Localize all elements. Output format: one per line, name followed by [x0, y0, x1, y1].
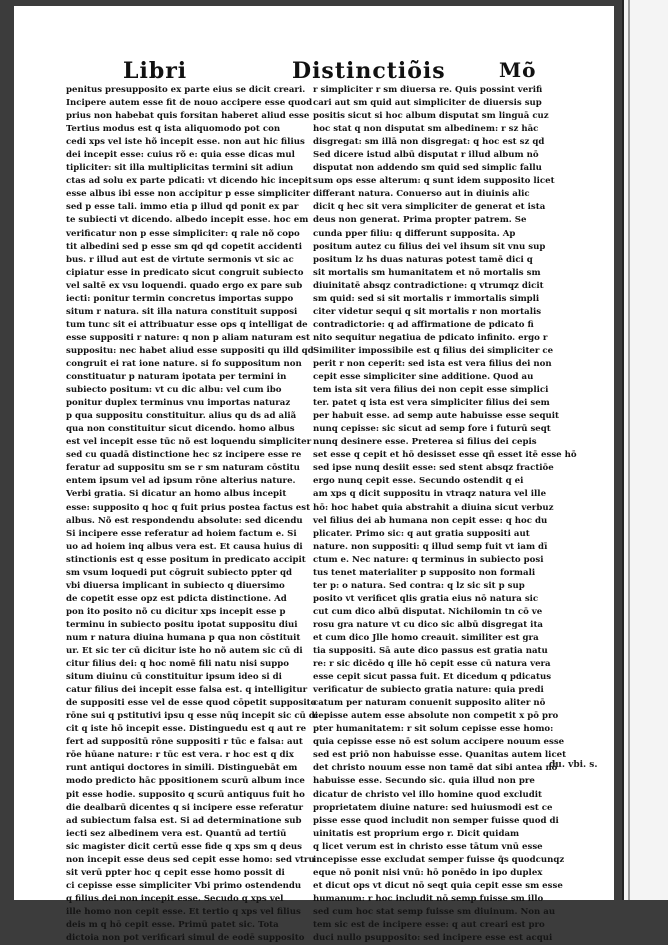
running-head-left: Libri: [123, 58, 188, 84]
text-line: Similiter impossibile est q filius dei simpliciter ce: [313, 345, 554, 356]
text-line: est vel incepit esse tūc nõ est loquendu simpliciter: [66, 437, 312, 448]
text-line: ur. Et sic ter cū dicitur iste ho nõ autem sic cū di: [66, 646, 303, 657]
text-line: stinctionis est q esse positum in predicato accipit: [66, 554, 306, 565]
text-line: esse albus ibi esse non accipitur p esse simpliciter: [66, 189, 310, 200]
text-line: prius non habebat quis forsitan haberet aliud esse: [66, 111, 310, 122]
text-line: iecti: ponitur termin concretus importas suppo: [66, 293, 294, 304]
text-line: vel filius dei ab humana non cepit esse: q hoc du: [313, 515, 548, 526]
text-line: tem ista sit vera filius dei non cepit esse simplici: [313, 385, 549, 396]
text-line: congruit ei rat ione nature. si fo suppositum non: [66, 358, 302, 369]
text-line: proprietatem diuine nature: sed huiusmodi est ce: [313, 802, 553, 813]
text-line: citur filius dei: q hoc nomē fili natu nisi suppo: [66, 659, 289, 670]
text-line: ad subiectum falsa est. Si ad determinatione sub: [66, 815, 302, 826]
text-line: ponitur duplex terminus vnu importas naturaz: [66, 398, 291, 409]
text-line: r simpliciter r sm diuersa re. Quis possint verifi: [313, 85, 543, 95]
text-line: qua non constituitur sicut dicendo. homo albus: [66, 424, 295, 435]
text-line: deus non generat. Prima propter patrem. Se: [313, 215, 527, 226]
text-line: rōe hūane nature: r tūc est vera. r hoc est q dix: [66, 750, 294, 761]
text-line: situm r natura. sit illa natura constituit supposi: [66, 306, 298, 317]
text-line: sed est priō non habuisse esse. Quanitas autem licet: [313, 750, 567, 761]
text-column-left: [66, 84, 319, 945]
text-line: q filius dei non incepit esse. Secudo q xps vel: [66, 893, 284, 904]
text-line: nito sequitur negatiua de pdicato infinito. ergo r: [313, 332, 548, 343]
text-line: perit r non ceperit: sed ista est vera filius dei non: [313, 358, 552, 369]
running-head-center: Distinctiõis: [292, 58, 446, 84]
text-line: posito vt verificet qlis gratia eius nō natura sic: [313, 593, 539, 604]
text-line: plicater. Primo sic: q aut gratia suppositi aut: [313, 528, 530, 539]
text-line: cedi xps vel iste hõ incepit esse. non aut hic filius: [66, 137, 305, 148]
text-line: terminu in subiecto positu ipotat suppositu diui: [66, 619, 298, 630]
text-line: esse cepit sicut passa fuit. Et dicedum q pdicatus: [313, 672, 552, 683]
text-line: tia suppositi. Sā aute dico passus est gratia natu: [313, 646, 548, 657]
text-line: dicit q hec sit vera simpliciter de generat et ista: [313, 202, 546, 213]
text-line: tus tenet materialiter p supposito non formali: [313, 567, 536, 578]
text-line: eque nō ponit nisi vnū: hō ponēdo in ipo duplex: [313, 867, 543, 878]
text-line: ctum e. Nec nature: q terminus in subiecto posi: [313, 554, 544, 565]
text-line: cunda pper filiu: q differunt supposita. Ap: [313, 228, 516, 239]
text-line: sit verū ppter hoc q cepit esse homo possit di: [66, 867, 285, 878]
text-line: ergo nunq cepit esse. Secundo ostendit q ei: [313, 476, 524, 487]
text-line: positum lz hs duas naturas potest tamē dici q: [313, 254, 533, 265]
text-line: nature. non suppositi: q illud semp fuit vt iam dī: [313, 541, 548, 552]
text-line: suppositu: nec habet aliud esse suppositi qu illd qd: [66, 345, 314, 356]
text-line: runt antiqui doctores in simili. Distinguebāt em: [66, 763, 298, 774]
text-line: ter p: o natura. Sed contra: q lz sic sit p sup: [313, 580, 525, 591]
text-line: fert ad suppositū rōne suppositi r tūc e falsa: aut: [66, 737, 303, 748]
text-line: dicatur de christo vel illo homine quod excludit: [313, 789, 542, 800]
text-line: sed ipse nunq desiit esse: sed stent absqz fractiōe: [313, 463, 554, 474]
text-line: diuinitatē absqz contradictione: q vtrumqz dicit: [313, 280, 544, 291]
text-line: et cum dico Jlle homo creauit. similiter est gra: [313, 632, 539, 643]
text-line: humanum: r hoc includit nō semp fuisse sm illo: [313, 893, 544, 904]
text-line: catur filius dei incepit esse falsa est. q intelligitur: [66, 685, 308, 696]
text-line: verificatur de subiecto gratia nature: quia predi: [313, 685, 544, 696]
text-line: nunq desinere esse. Preterea si filius dei cepis: [313, 437, 537, 448]
text-line: sed cu quadā distinctione hec sz incipere esse re: [66, 450, 302, 461]
text-line: dictoia non pot verificari simul de eodē supposito: [66, 933, 305, 944]
text-line: citer videtur sequi q sit mortalis r non mortalis: [313, 306, 542, 317]
page-binding-rule: [628, 0, 630, 900]
text-line: incepisse esse excludat semper fuisse q̄s quodcunqz: [313, 854, 565, 865]
text-line: penitus presupposito ex parte eius se dicit creari.: [66, 85, 306, 95]
text-line: ci cepisse esse simpliciter Vbi primo ostendendu: [66, 880, 302, 891]
text-line: pon ito posito nõ cu dicitur xps incepit esse p: [66, 606, 286, 617]
text-line: nunq cepisse: sic sicut ad semp fore i futurū seqt: [313, 424, 551, 435]
text-line: per habuit esse. ad semp aute habuisse esse sequit: [313, 411, 559, 422]
text-line: positis sicut si hoc album disputat sm linguā cuz: [313, 111, 549, 122]
text-line: subiecto positum: vt cu dic albu: vel cum ibo: [66, 385, 282, 396]
text-line: hoc stat q non disputat sm albedinem: r sz hāc: [313, 124, 539, 135]
text-line: ter. patet q ista est vera simpliciter filius dei sem: [313, 398, 550, 409]
text-line: Incipere autem esse fit de nouo accipere esse quod: [66, 98, 313, 109]
text-line: re: r sic dicēdo q ille hō cepit esse cū natura vera: [313, 659, 551, 670]
text-line: vel saltē ex vsu loquendi. quado ergo ex pare sub: [66, 280, 303, 291]
text-line: ctas ad solu ex parte pdicati: vt dicendo hic incepit: [66, 176, 312, 187]
text-line: sic magister dicit certū esse fide q xps sm q deus: [66, 841, 302, 852]
text-line: tipliciter: sit illa multiplicitas termini sit adiun: [66, 163, 294, 174]
text-line: situm diuinu cū constituitur ipsum ideo si di: [66, 672, 282, 683]
text-line: cipiatur esse in predicato sicut congruit subiecto: [66, 267, 304, 278]
text-line: non incepit esse deus sed cepit esse homo: sed vtru: [66, 854, 315, 865]
text-line: Tertius modus est q ista aliquomodo pot con: [66, 124, 281, 135]
text-line: disputat non addendo sm quid sed simplic fallu: [313, 163, 542, 174]
text-line: contradictorie: q ad affirmatione de pdicato fi: [313, 319, 534, 330]
text-line: verificatur non p esse simpliciter: q rale nõ copo: [66, 228, 300, 239]
text-line: deis m q hō cepit esse. Primū patet sic. Tota: [66, 920, 279, 930]
text-line: p qua suppositu constituitur. alius qu ds ad aliã: [66, 411, 297, 422]
text-line: sum ops esse alterum: q sunt idem supposito licet: [313, 176, 555, 187]
text-line: am xps q dicit suppositu in vtraqz natura vel ille: [313, 489, 547, 500]
text-line: iecti sez albedinem vera est. Quantū ad tertiū: [66, 828, 287, 839]
text-line: q licet verum est in christo esse tātum vnū esse: [313, 841, 543, 852]
text-line: die dealbarū dicentes q si incipere esse referatur: [66, 802, 304, 813]
text-line: duci nullo psupposito: sed incipere esse est acqui: [313, 933, 553, 944]
text-line: ille homo non cepit esse. Et tertio q xps vel filius: [66, 906, 301, 917]
text-line: sm quid: sed si sit mortalis r immortalis simpli: [313, 293, 540, 304]
text-line: pter humanitatem: r sit solum cepisse esse homo:: [313, 724, 554, 735]
text-line: entem ipsum vel ad ipsum rōne alterius nature.: [66, 476, 296, 487]
text-line: catum per naturam conuenit supposito aliter nō: [313, 698, 546, 709]
text-line: uinitatis est proprium ergo r. Dicit quidam: [313, 828, 520, 839]
text-line: et dicut ops vt dicut nō seqt quia cepit esse sm esse: [313, 880, 563, 891]
text-line: de suppositi esse vel de esse quod cōpetit supposito: [66, 698, 317, 709]
text-line: cepisse autem esse absolute non competit x pō pro: [313, 711, 559, 722]
text-line: pit esse hodie. supposito q scurū antiquus fuit ho: [66, 789, 305, 800]
text-line: det christo nouum esse non tamē dat sibi antea nō: [313, 763, 558, 774]
text-line: te subiecti vt dicendo. albedo incepit esse. hoc em: [66, 215, 309, 226]
text-line: modo predicto hāc ppositionem scurū album ince: [66, 776, 305, 787]
text-line: rōne sui q pstitutivi ipsu q esse nūq incepit sic cū di: [66, 711, 319, 722]
text-line: cit q iste hō incepit esse. Distinguedu est q aut re: [66, 724, 307, 735]
text-line: habuisse esse. Secundo sic. quia illud non pre: [313, 776, 535, 787]
text-line: feratur ad suppositu sm se r sm naturam cōstitu: [66, 463, 300, 474]
text-line: quia cepisse esse nō est solum accipere nouum esse: [313, 737, 565, 748]
text-line: num r natura diuina humana p qua non cōstituit: [66, 632, 301, 643]
text-line: pisse esse quod includit non semper fuisse quod di: [313, 815, 559, 826]
text-line: albus. Nõ est respondendu absolute: sed dicendu: [66, 515, 303, 526]
text-line: Sed dicere istud albū disputat r illud album nō: [313, 150, 539, 161]
next-page-edge: [622, 0, 668, 900]
text-line: set esse q cepit et hō desisset esse qñ esset itē esse hō: [313, 450, 577, 461]
text-line: sed p esse tali. immo etia p illud qd ponit ex par: [66, 202, 299, 213]
running-head-right: Mõ: [499, 58, 537, 82]
text-line: differant natura. Conuerso aut in diuinis alic: [313, 189, 530, 200]
text-line: cut cum dico albū disputat. Nichilomin tn cō ve: [313, 606, 543, 617]
text-line: esse: supposito q hoc q fuit prius postea factus est: [66, 502, 311, 513]
text-line: de copetit esse opz est pdicta distinctione. Ad: [66, 593, 287, 604]
text-line: Verbi gratia. Si dicatur an homo albus incepit: [66, 489, 287, 500]
text-line: sit mortalis sm humanitatem et nō mortalis sm: [313, 267, 541, 278]
text-line: tum tunc sit ei attribuatur esse ops q intelligat de: [66, 319, 308, 330]
text-line: sm vsum loquedi put cōgruit subiecto ppter qd: [66, 567, 293, 578]
text-line: rosu gra nature vt cu dico sic albū disgregat ita: [313, 619, 543, 630]
text-line: Si incipere esse referatur ad hoiem factum e. Si: [66, 528, 297, 539]
text-line: positum autez cu filius dei vel ihsum sit vnu sup: [313, 241, 546, 252]
text-line: dei incepit esse: cuius rõ e: quia esse dicas mul: [66, 150, 295, 161]
text-line: esse suppositi r nature: q non p aliam naturam est: [66, 332, 310, 343]
text-line: cari aut sm quid aut simpliciter de diuersis sup: [313, 98, 542, 109]
margin-note: du. vbi. s.: [549, 760, 598, 770]
text-line: hō: hoc habet quia abstrahit a diuina sicut verbuz: [313, 502, 554, 513]
text-line: vbi diuersa implicant in subiecto q diuersimo: [66, 580, 285, 591]
text-line: tit albedini sed p esse sm qd qd copetit accidenti: [66, 241, 303, 252]
text-line: sed cum hoc stat semp fuisse sm diuinum. Non au: [313, 906, 556, 917]
text-line: constituatur p naturam ipotata per termini in: [66, 372, 287, 383]
text-line: uo ad hoiem inq albus vera est. Et causa huius di: [66, 541, 303, 552]
text-line: disgregat: sm illā non disgregat: q hoc est sz qd: [313, 137, 545, 148]
text-line: cepit esse simpliciter sine additione. Quod au: [313, 372, 534, 383]
text-line: bus. r illud aut est de virtute sermonis vt sic ac: [66, 254, 294, 265]
text-line: tem sic est de incipere esse: q aut creari est pro: [313, 920, 545, 930]
